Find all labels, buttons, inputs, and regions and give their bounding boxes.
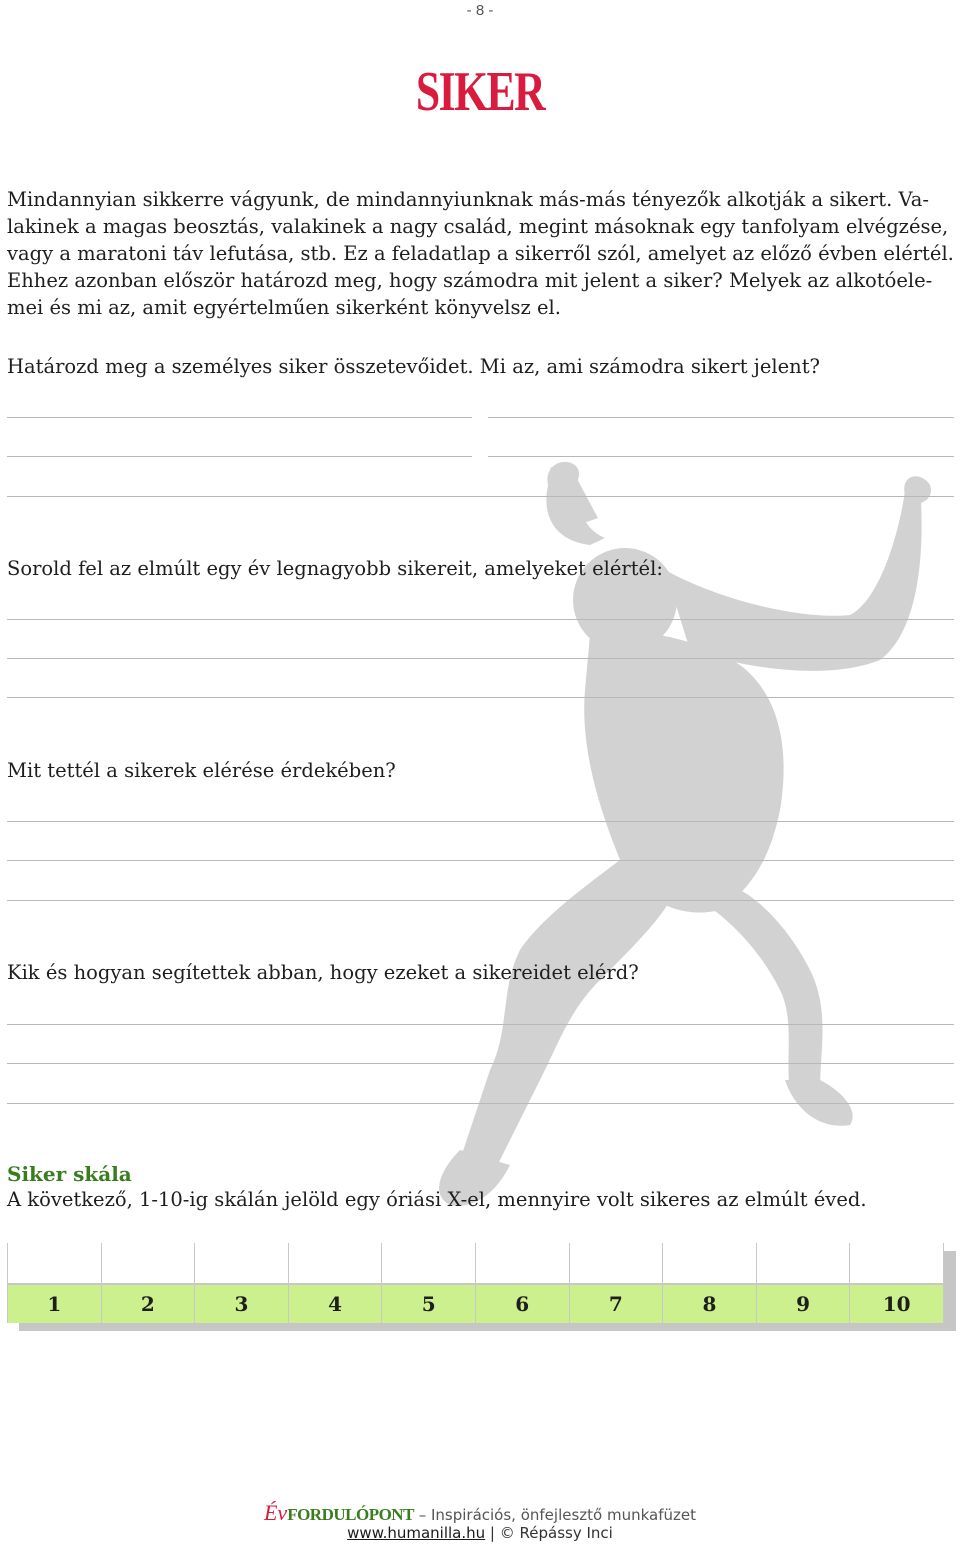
answer-line[interactable] xyxy=(7,1103,954,1104)
footer-logo-ev: Év xyxy=(263,1500,288,1525)
question-biggest-successes: Sorold fel az elmúlt egy év legnagyobb sikereit, amelyeket elértél: xyxy=(7,557,663,580)
scale-cell-5[interactable] xyxy=(381,1243,475,1323)
page-title: SIKER xyxy=(415,61,545,123)
footer-dash: – xyxy=(413,1506,431,1524)
scale-cell-2[interactable] xyxy=(101,1243,195,1323)
scale-value: 5 xyxy=(382,1283,475,1323)
answer-line[interactable] xyxy=(7,821,954,822)
answer-line[interactable] xyxy=(7,1024,954,1025)
scale-value: 10 xyxy=(850,1283,943,1323)
answer-line[interactable] xyxy=(7,1063,954,1064)
page-number: - 8 - xyxy=(466,2,494,19)
footer-copyright: © Répássy Inci xyxy=(499,1524,613,1542)
answer-line[interactable] xyxy=(7,658,954,659)
answer-line[interactable] xyxy=(7,456,472,457)
scale-cell-9[interactable] xyxy=(756,1243,850,1323)
scale-value: 2 xyxy=(102,1283,195,1323)
question-who-helped: Kik és hogyan segítettek abban, hogy ezeket a sikereidet elérd? xyxy=(7,961,639,984)
answer-line[interactable] xyxy=(7,860,954,861)
intro-paragraph xyxy=(7,186,955,321)
footer-brand-line xyxy=(0,1500,960,1526)
answer-line[interactable] xyxy=(488,456,954,457)
question-personal-success: Határozd meg a személyes siker összetevőidet. Mi az, ami számodra sikert jelent? xyxy=(7,355,820,378)
scale-table xyxy=(7,1243,944,1323)
scale-cell-10[interactable] xyxy=(849,1243,944,1323)
answer-line[interactable] xyxy=(7,900,954,901)
footer-brand: FORDULÓPONT xyxy=(287,1505,414,1524)
answer-line[interactable] xyxy=(7,619,954,620)
answer-line[interactable] xyxy=(488,417,954,418)
scale-value: 4 xyxy=(289,1283,382,1323)
scale-cell-3[interactable] xyxy=(194,1243,288,1323)
answer-line[interactable] xyxy=(7,496,954,497)
intro-text: Mindannyian sikkerre vágyunk, de mindannyiunknak más-más tényezők alkotják a sikert. Va-lakinek a magas beosztás, valakinek a nagy család, megint másoknak egy tanfolyam elvégzése, vagy a maratoni táv lefutása, stb. Ez a feladatlap a sikerről szól, amelyet az előző évben elértél. Ehhez azonban először határozd meg, hogy számodra mit jelent a siker? Melyek az alkotóele-mei és mi az, amit egyértelműen sikerként könyvelsz el. xyxy=(7,188,954,319)
scale-cell-7[interactable] xyxy=(569,1243,663,1323)
scale-value: 7 xyxy=(570,1283,663,1323)
scale-value: 3 xyxy=(195,1283,288,1323)
success-scale xyxy=(7,1243,944,1323)
answer-line[interactable] xyxy=(7,417,472,418)
scale-cell-8[interactable] xyxy=(662,1243,756,1323)
scale-heading: Siker skála xyxy=(7,1162,132,1186)
scale-cell-6[interactable] xyxy=(475,1243,569,1323)
question-what-you-did: Mit tettél a sikerek elérése érdekében? xyxy=(7,759,396,782)
scale-value: 6 xyxy=(476,1283,569,1323)
scale-value: 1 xyxy=(8,1283,101,1323)
scale-cell-4[interactable] xyxy=(288,1243,382,1323)
scale-description: A következő, 1-10-ig skálán jelöld egy óriási X-el, mennyire volt sikeres az elmúlt éved. xyxy=(7,1188,867,1211)
footer-url-link[interactable]: www.humanilla.hu xyxy=(347,1524,486,1542)
scale-value: 9 xyxy=(757,1283,850,1323)
scale-value: 8 xyxy=(663,1283,756,1323)
footer-separator: | xyxy=(485,1524,500,1542)
footer-credits xyxy=(0,1524,960,1542)
answer-line[interactable] xyxy=(7,697,954,698)
footer-subtitle: Inspirációs, önfejlesztő munkafüzet xyxy=(430,1506,696,1524)
scale-cell-1[interactable] xyxy=(7,1243,101,1323)
